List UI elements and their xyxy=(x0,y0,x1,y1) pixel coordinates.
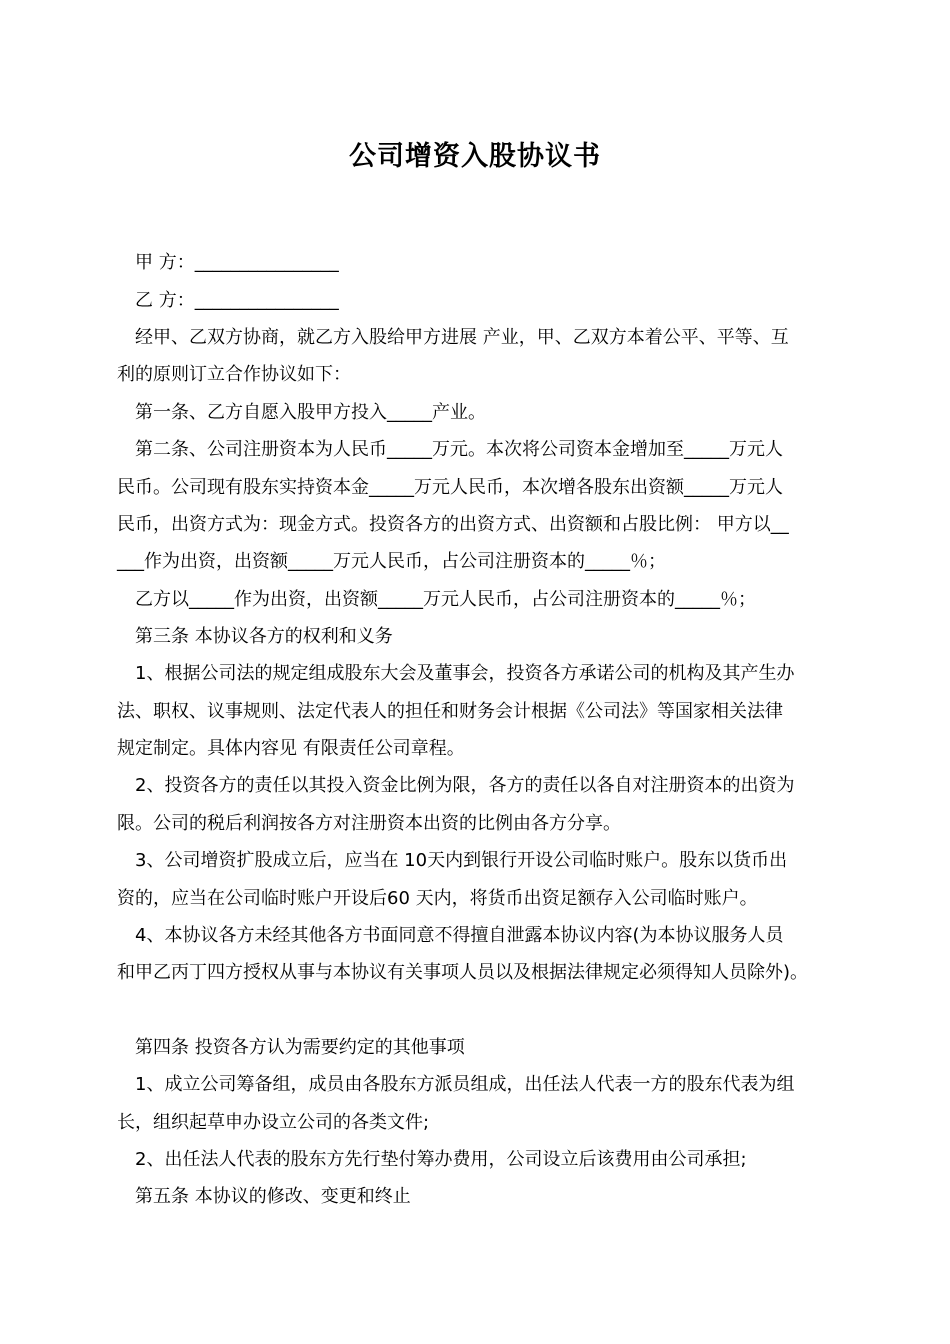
article-3-item-4: 和甲乙丙丁四方授权从事与本协议有关事项人员以及根据法律规定必须得知人员除外)。 xyxy=(117,962,809,983)
article-2-line: 第二条、公司注册资本为人民币_____万元。本次将公司资本金增加至_____万元人 xyxy=(135,439,783,460)
article-1-line: 第一条、乙方自愿入股甲方投入_____产业。 xyxy=(135,402,486,423)
article-4-heading: 第四条 投资各方认为需要约定的其他事项 xyxy=(135,1037,465,1058)
document-title: 公司增资入股协议书 xyxy=(349,141,601,172)
article-4-item-2: 2、出任法人代表的股东方先行垫付筹办费用，公司设立后该费用由公司承担; xyxy=(135,1149,747,1170)
article-3-item-1: 规定制定。具体内容见 有限责任公司章程。 xyxy=(117,738,465,759)
article-3-item-2: 2、投资各方的责任以其投入资金比例为限，各方的责任以各自对注册资本的出资为 xyxy=(135,775,795,796)
article-3-heading: 第三条 本协议各方的权利和义务 xyxy=(135,626,393,647)
article-2-line: 乙方以_____作为出资，出资额_____万元人民币，占公司注册资本的_____％； xyxy=(135,589,756,610)
party-a-line: 甲 方：________________ xyxy=(135,252,339,273)
preamble-line: 经甲、乙双方协商，就乙方入股给甲方进展 产业，甲、乙双方本着公平、平等、互 xyxy=(135,327,789,348)
article-2-line: 民币，出资方式为：现金方式。投资各方的出资方式、出资额和占股比例： 甲方以__ xyxy=(117,514,789,535)
article-3-item-1: 1、根据公司法的规定组成股东大会及董事会，投资各方承诺公司的机构及其产生办 xyxy=(135,663,795,684)
article-5-heading: 第五条 本协议的修改、变更和终止 xyxy=(135,1186,411,1207)
article-3-item-3: 资的，应当在公司临时账户开设后60 天内，将货币出资足额存入公司临时账户。 xyxy=(117,888,758,909)
article-3-item-2: 限。公司的税后利润按各方对注册资本出资的比例由各方分享。 xyxy=(117,813,621,834)
preamble-line: 利的原则订立合作协议如下： xyxy=(117,364,351,385)
article-3-item-3: 3、公司增资扩股成立后，应当在 10天内到银行开设公司临时账户。股东以货币出 xyxy=(135,850,788,871)
article-4-item-1: 1、成立公司筹备组，成员由各股东方派员组成，出任法人代表一方的股东代表为组 xyxy=(135,1074,795,1095)
article-2-line: 民币。公司现有股东实持资本金_____万元人民币，本次增各股东出资额_____万元人 xyxy=(117,477,783,498)
party-b-line: 乙 方：________________ xyxy=(135,290,339,311)
article-2-line: ___作为出资，出资额_____万元人民币，占公司注册资本的_____％； xyxy=(117,551,666,572)
article-4-item-1: 长，组织起草申办设立公司的各类文件; xyxy=(117,1112,430,1133)
article-3-item-4: 4、本协议各方未经其他各方书面同意不得擅自泄露本协议内容(为本协议服务人员 xyxy=(135,925,784,946)
article-3-item-1: 法、职权、议事规则、法定代表人的担任和财务会计根据《公司法》等国家相关法律 xyxy=(117,701,783,722)
